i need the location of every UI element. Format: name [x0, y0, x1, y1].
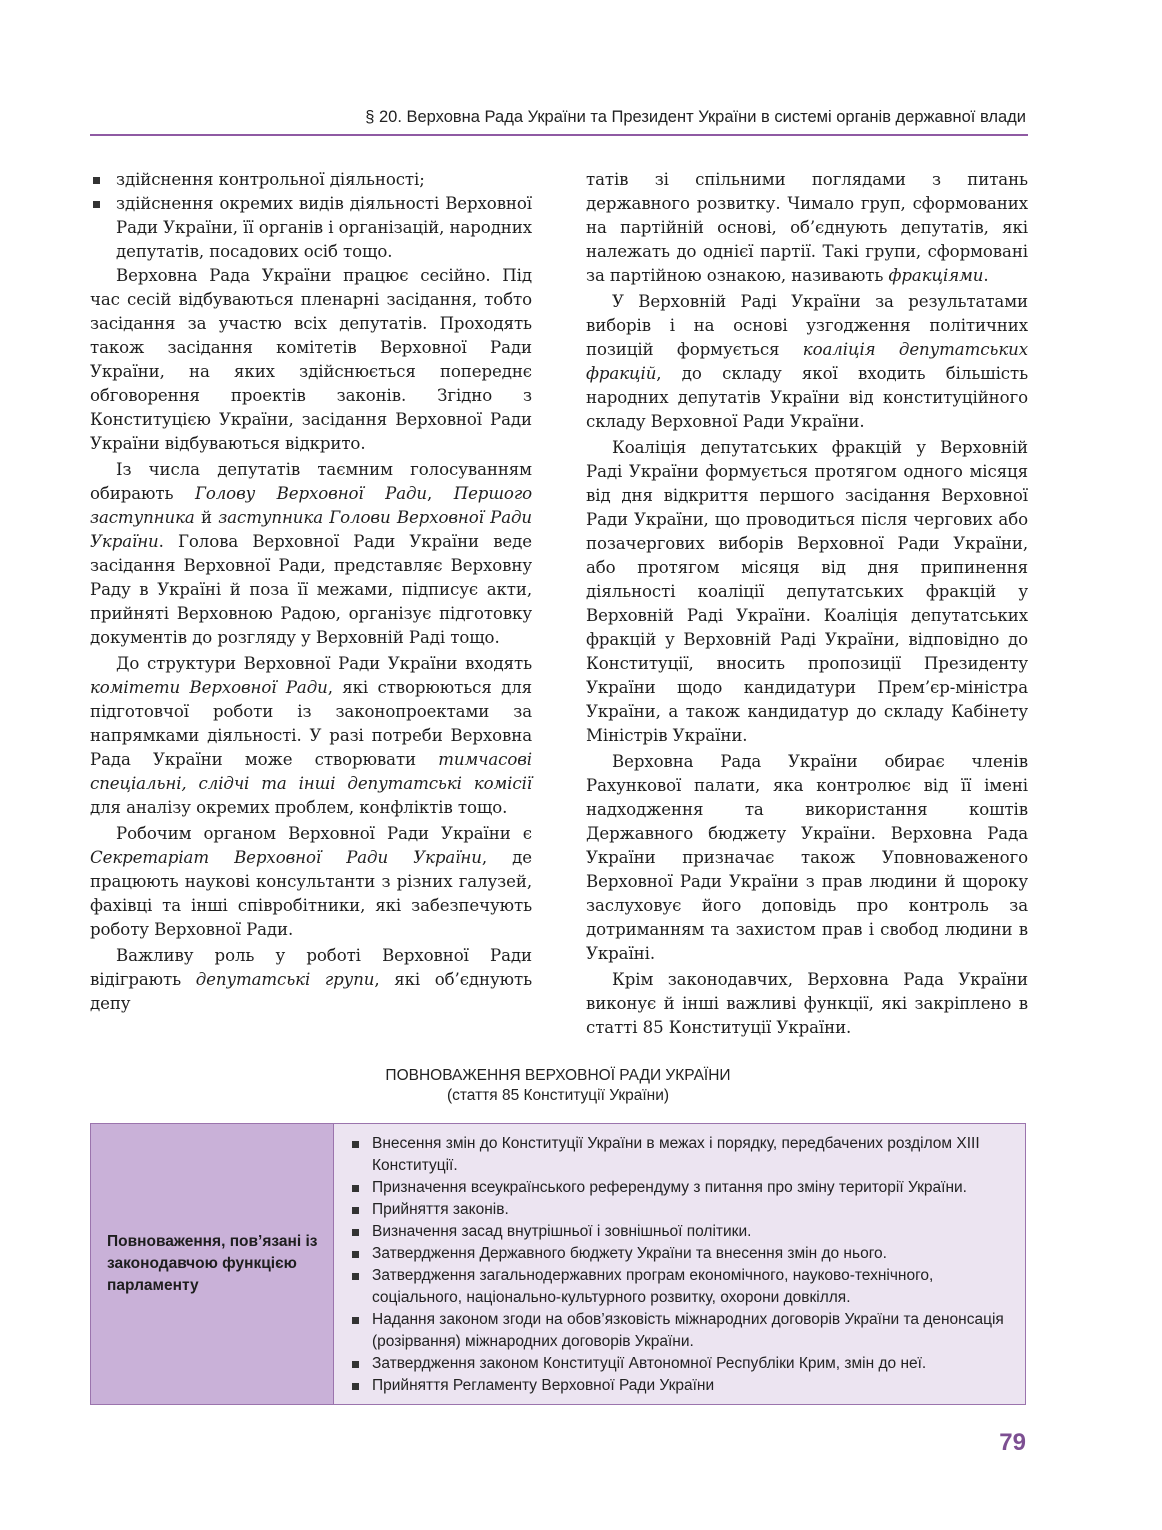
bullet-square-icon	[352, 1207, 359, 1214]
list-item: Надання законом згоди на обов’язковість міжнародних договорів України та денонсація (розірвання) міжнародних договорів України.	[350, 1309, 1013, 1353]
bullet-square-icon	[352, 1229, 359, 1236]
paragraph-factions: татів зі спільними поглядами з питань державного розвитку. Чимало груп, сформованих на партійній основі, об’єднують депутатів, які належать до однієї партії. Такі групи, сформовані за партійною ознакою, називають фракціями.	[586, 170, 1028, 285]
list-item: здійснення окремих видів діяльності Верховної Ради України, її органів і організацій, народних депутатів, посадових осіб тощо.	[90, 192, 532, 264]
bullet-square-icon	[352, 1273, 359, 1280]
paragraph-sessions: Верховна Рада України працює сесійно. Під час сесій відбуваються пленарні засідання, тобто засідання за участю всіх депутатів. Проходять також засідання комітетів Верховної Ради України, на яких здійснюється попереднє обговорення проектів законів. Згідно з Конституцією України, засідання Верховної Ради України відбуваються відкрито.	[90, 266, 532, 453]
bullet-square-icon	[352, 1361, 359, 1368]
list-item: Призначення всеукраїнського референдуму з питання про зміну території України.	[350, 1177, 1013, 1199]
list-item: здійснення контрольної діяльності;	[90, 168, 532, 192]
table-subheading: (стаття 85 Конституції України)	[446, 1087, 670, 1104]
table-row-label: Повноваження, пов’язані із законодавчою функцією парламенту	[91, 1124, 334, 1404]
list-item: Визначення засад внутрішньої і зовнішньої політики.	[350, 1221, 1013, 1243]
list-item: Затвердження законом Конституції Автономної Республіки Крим, змін до неї.	[350, 1353, 1013, 1375]
table-items-cell	[334, 1124, 1025, 1404]
paragraph-coalition: У Верховній Раді України за результатами виборів і на основі узгодження політичних позицій формується коаліція депутатських фракцій, до складу якої входить більшість народних депутатів України від конституційного складу Верховної Ради України.	[586, 292, 1029, 431]
bullet-square-icon	[352, 1141, 359, 1148]
paragraph-chairman: Із числа депутатів таємним голосуванням обирають Голову Верховної Ради, Першого заступника й заступника Голови Верховної Ради України. Голова Верховної Ради України веде засідання Верховної Ради, представляє Верховну Раду в Україні й поза її межами, підписує акти, прийняті Верховною Радою, організує підготовку документів до розгляду у Верховній Раді тощо.	[90, 460, 533, 647]
bullet-square-icon	[352, 1317, 359, 1324]
bullet-square-icon	[93, 177, 100, 184]
paragraph-accounting-chamber: Верховна Рада України обирає членів Рахункової палати, яка контролює від її імені надходження та використання коштів Державного бюджету України. Верховна Рада України призначає також Уповноваженого Верховної Ради України з прав людини й щороку заслуховує його доповідь про контроль за дотриманням та захистом прав і свобод людини в Україні.	[586, 752, 1028, 963]
powers-list	[350, 1133, 1013, 1397]
powers-table	[90, 1123, 1026, 1405]
paragraph-coalition-formation: Коаліція депутатських фракцій у Верховній Раді України формується протягом одного місяця від дня відкриття першого засідання Верховної Ради України, що проводиться після чергових або позачергових виборів Верховної Ради України, або протягом місяця від дня припинення діяльності коаліції депутатських фракцій у Верховній Раді України. Коаліція депутатських фракцій у Верховній Раді України, відповідно до Конституції, вносить пропозиції Президенту України щодо кандидатури Прем’єр-міністра України, а також кандидатур до складу Кабінету Міністрів України.	[586, 438, 1028, 745]
bullet-list	[90, 168, 532, 264]
paragraph-other-functions: Крім законодавчих, Верховна Рада України виконує й інші важливі функції, які закріплено в статті 85 Конституції України.	[586, 970, 1028, 1037]
table-title	[90, 1066, 1026, 1106]
bullet-square-icon	[352, 1251, 359, 1258]
paragraph-committees: До структури Верховної Ради України входять комітети Верховної Ради, які створюються для підготовчої роботи із законопроектами за напрямками діяльності. У разі потреби Верховна Рада України може створювати тимчасові спеціальні, слідчі та інші депутатські комісії для аналізу окремих проблем, конфліктів тощо.	[90, 654, 533, 817]
paragraph-groups: Важливу роль у роботі Верховної Ради відіграють депутатські групи, які об’єднують депу	[90, 946, 533, 1013]
bullet-square-icon	[93, 201, 100, 208]
table-heading: ПОВНОВАЖЕННЯ ВЕРХОВНОЇ РАДИ УКРАЇНИ	[385, 1067, 731, 1084]
bullet-square-icon	[352, 1383, 359, 1390]
list-item: Прийняття Регламенту Верховної Ради України	[350, 1375, 1013, 1397]
header-rule	[90, 134, 1028, 136]
list-item: Затвердження Державного бюджету України та внесення змін до нього.	[350, 1243, 1013, 1265]
list-item: Затвердження загальнодержавних програм економічного, науково-технічного, соціального, національно-культурного розвитку, охорони довкілля.	[350, 1265, 1013, 1309]
right-column	[586, 168, 1028, 1040]
running-header: § 20. Верховна Рада України та Президент України в системі органів державної влади	[365, 108, 1026, 126]
bullet-square-icon	[352, 1185, 359, 1192]
list-item: Внесення змін до Конституції України в межах і порядку, передбачених розділом XIII Конституції.	[350, 1133, 1013, 1177]
list-item: Прийняття законів.	[350, 1199, 1013, 1221]
page-number: 79	[999, 1429, 1026, 1456]
left-column	[90, 168, 532, 1016]
paragraph-secretariat: Робочим органом Верховної Ради України є Секретаріат Верховної Ради України, де працюють наукові консультанти з різних галузей, фахівці та інші співробітники, які забезпечують роботу Верховної Ради.	[90, 824, 533, 939]
